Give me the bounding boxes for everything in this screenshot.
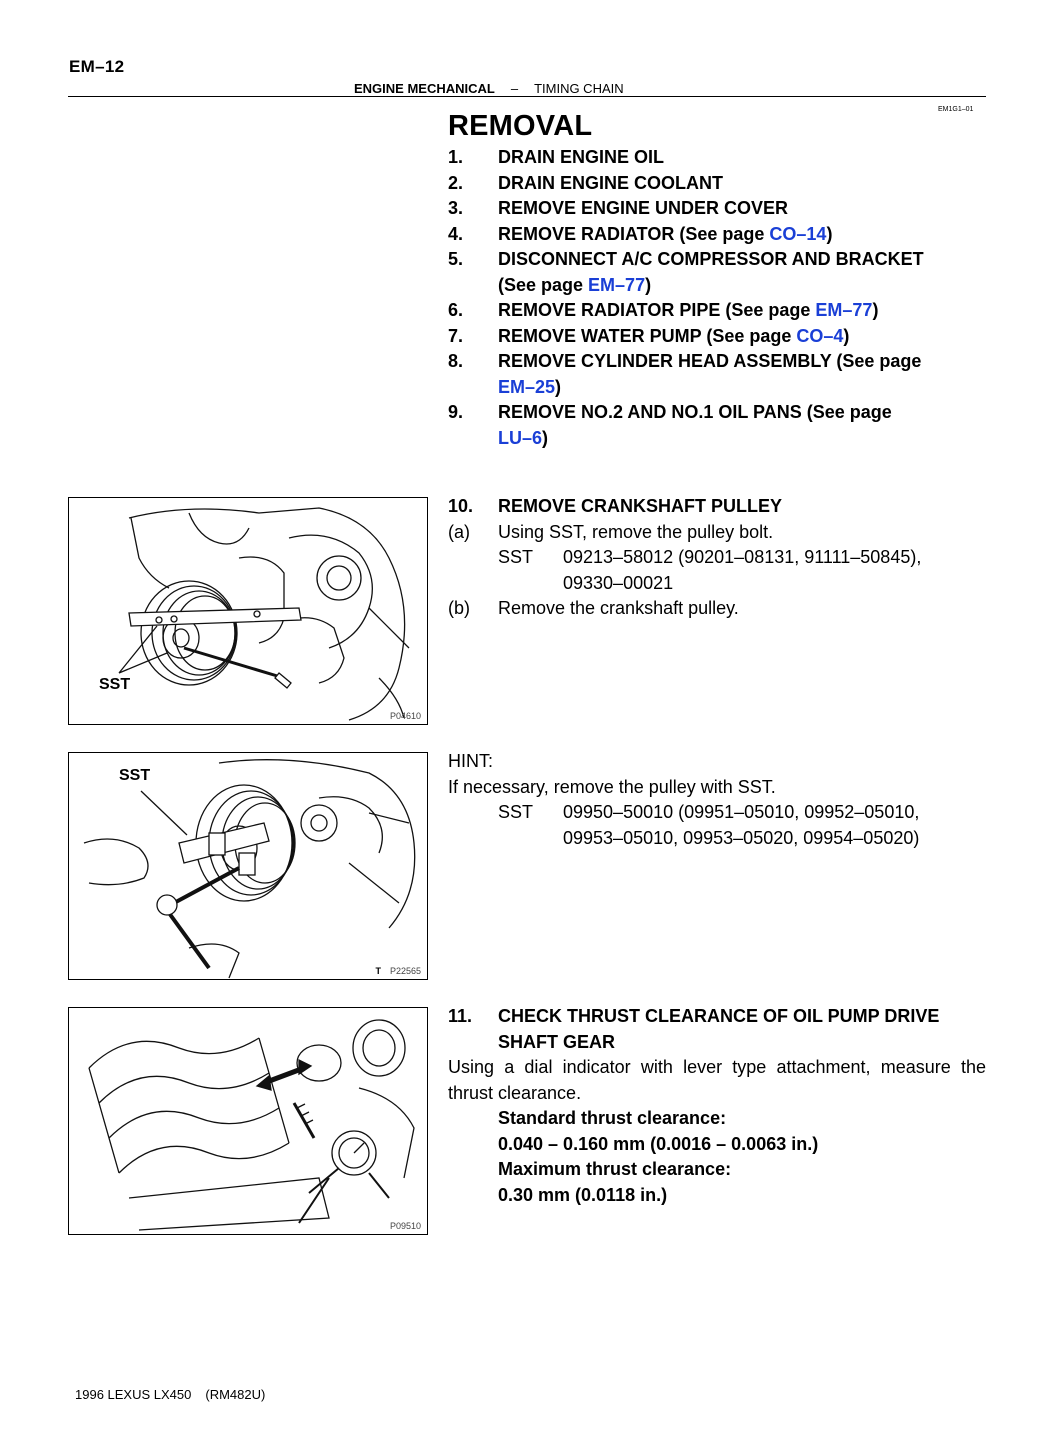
illustration-dial-indicator: [69, 1008, 427, 1234]
footer: [75, 1387, 265, 1402]
step-11-body: Using a dial indicator with lever type attachment, measure the thrust clearance.: [448, 1057, 986, 1103]
figure-pulley-puller: [68, 752, 428, 980]
page-number: EM–12: [69, 57, 125, 76]
step-text: REMOVE CRANKSHAFT PULLEY: [498, 496, 783, 516]
step-text: REMOVE RADIATOR (See page: [498, 223, 770, 244]
step-text: REMOVE CYLINDER HEAD ASSEMBLY (See page: [498, 351, 922, 371]
step-text-end: ): [542, 427, 549, 448]
sst-label: SST: [498, 547, 534, 567]
step-10-block: [448, 494, 986, 622]
step-text: DRAIN ENGINE COOLANT: [498, 172, 723, 193]
figure-mark: T: [375, 966, 381, 976]
doc-code: EM1G1–01: [938, 106, 974, 113]
step-number: 7.: [448, 325, 464, 346]
step-number: 5.: [448, 249, 464, 269]
hint-block: [448, 749, 986, 851]
step-text: REMOVE ENGINE UNDER COVER: [498, 198, 789, 218]
max-clearance-value: 0.30 mm (0.0118 in.): [498, 1184, 668, 1205]
step-text-line-1: CHECK THRUST CLEARANCE OF OIL PUMP DRIVE: [498, 1006, 940, 1026]
sst-spec: [448, 545, 986, 596]
step-11-block: [448, 1004, 986, 1208]
figure-label-sst: SST: [99, 676, 131, 693]
header-section: ENGINE MECHANICAL: [354, 81, 495, 96]
step-text-see: (See page: [498, 274, 589, 295]
page-link-lu6[interactable]: LU–6: [498, 427, 543, 448]
page-link-em77[interactable]: EM–77: [588, 274, 646, 295]
page-title: REMOVAL: [448, 110, 593, 142]
step-text: REMOVE WATER PUMP (See page: [498, 325, 797, 346]
step-10: [448, 494, 986, 520]
figure-code: P09510: [389, 1221, 421, 1231]
header-subsection: TIMING CHAIN: [534, 81, 624, 96]
footer-model: 1996 LEXUS LX450: [75, 1387, 192, 1402]
step-5: [448, 247, 986, 298]
step-number: 4.: [448, 223, 464, 244]
step-number: 2.: [448, 172, 464, 193]
step-text-end: ): [555, 376, 562, 397]
footer-code: (RM482U): [205, 1387, 266, 1402]
step-number: 3.: [448, 198, 464, 218]
step-text: REMOVE RADIATOR PIPE (See page: [498, 300, 816, 320]
page-link-co14[interactable]: CO–14: [769, 223, 827, 244]
step-number: 8.: [448, 351, 464, 371]
sst-line-2: 09330–00021: [563, 572, 674, 593]
step-text-end: ): [843, 325, 850, 346]
step-text-end: ): [872, 300, 879, 320]
sst-label: SST: [498, 802, 534, 822]
sst-line-2: 09953–05010, 09953–05020, 09954–05020): [563, 827, 920, 848]
substep-text: Using SST, remove the pulley bolt.: [498, 521, 774, 542]
step-number: 11.: [448, 1006, 473, 1026]
step-text: DRAIN ENGINE OIL: [498, 147, 665, 167]
std-clearance-label: Standard thrust clearance:: [498, 1108, 727, 1128]
step-1: [448, 145, 986, 171]
step-6: [448, 298, 986, 324]
page-link-em25[interactable]: EM–25: [498, 376, 556, 397]
header-separator: –: [510, 81, 519, 96]
illustration-pulley-puller: [69, 753, 427, 979]
step-text-end: ): [826, 223, 833, 244]
sst-line-1: 09950–50010 (09951–05010, 09952–05010,: [563, 802, 920, 822]
sst-line-1: 09213–58012 (90201–08131, 91111–50845),: [563, 547, 922, 567]
step-9: [448, 400, 986, 451]
figure-dial-indicator: [68, 1007, 428, 1235]
step-number: 9.: [448, 402, 464, 422]
figure-crankshaft-pulley-bolt: [68, 497, 428, 725]
figure-code: P22565: [389, 966, 421, 976]
step-11: [448, 1004, 986, 1055]
step-number: 1.: [448, 147, 464, 167]
step-text: REMOVE NO.2 AND NO.1 OIL PANS (See page: [498, 402, 892, 422]
page-link-co4[interactable]: CO–4: [796, 325, 844, 346]
step-8: [448, 349, 986, 400]
step-number: 10.: [448, 496, 474, 516]
figure-label-sst: SST: [119, 767, 151, 784]
sst-spec: [448, 800, 986, 851]
hint-text: If necessary, remove the pulley with SST.: [448, 776, 776, 797]
substep-label: (a): [448, 521, 470, 542]
substep-b: [448, 596, 986, 622]
removal-steps: [448, 145, 986, 451]
substep-label: (b): [448, 598, 470, 618]
substep-text: Remove the crankshaft pulley.: [498, 598, 739, 618]
std-clearance-value: 0.040 – 0.160 mm (0.0016 – 0.0063 in.): [498, 1133, 819, 1154]
step-7: [448, 324, 986, 350]
hint-label: HINT:: [448, 751, 493, 771]
step-text-end: ): [645, 274, 652, 295]
page-link-em77[interactable]: EM–77: [815, 300, 873, 320]
figure-code: P04610: [389, 711, 421, 721]
substep-a: [448, 520, 986, 546]
step-text-line-2: SHAFT GEAR: [498, 1031, 615, 1052]
running-header: [354, 81, 624, 96]
step-text: DISCONNECT A/C COMPRESSOR AND BRACKET: [498, 249, 924, 269]
header-rule: [68, 96, 986, 97]
step-2: [448, 171, 986, 197]
max-clearance-label: Maximum thrust clearance:: [498, 1159, 732, 1179]
step-3: [448, 196, 986, 222]
step-number: 6.: [448, 300, 464, 320]
step-4: [448, 222, 986, 248]
